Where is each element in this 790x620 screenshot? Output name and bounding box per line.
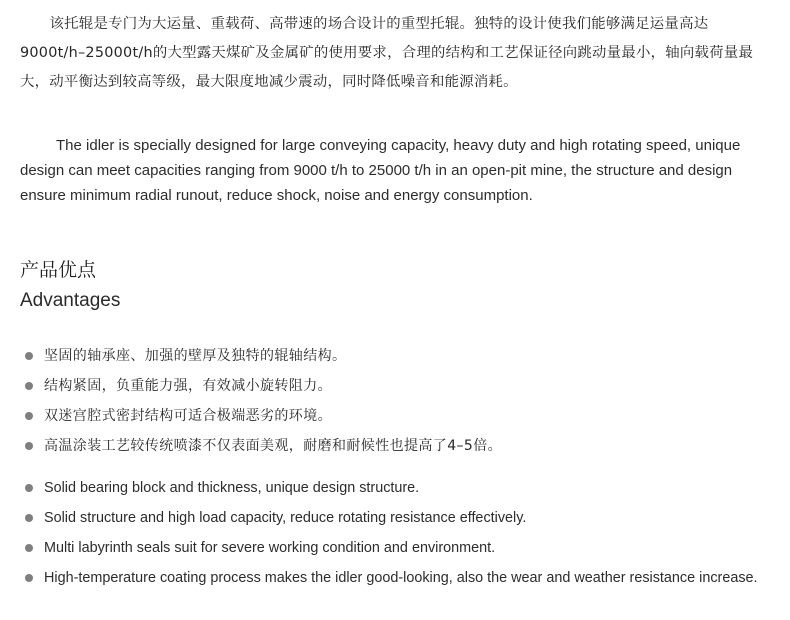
list-item	[0, 533, 790, 563]
list-item-text: 结构紧固，负重能力强，有效减小旋转阻力。	[44, 378, 332, 394]
bullet-dot-icon	[25, 484, 33, 492]
list-item-text: 高温涂装工艺较传统喷漆不仅表面美观，耐磨和耐候性也提高了4–5倍。	[44, 438, 503, 454]
advantages-list-en	[0, 473, 790, 593]
bullet-dot-icon	[25, 574, 33, 582]
list-item	[0, 401, 790, 431]
advantages-heading-cn: 产品优点	[20, 259, 97, 281]
advantages-list-cn	[0, 341, 790, 461]
list-item	[0, 431, 790, 461]
intro-paragraph-cn: 该托辊是专门为大运量、重载荷、高带速的场合设计的重型托辊。独特的设计使我们能够满足运量高达9000t/h–25000t/h的大型露天煤矿及金属矿的使用要求，合理的结构和工艺保证径向跳动量最小，轴向载荷量最大，动平衡达到较高等级，最大限度地减少震动，同时降低噪音和能源消耗。	[20, 16, 754, 90]
list-item	[0, 473, 790, 503]
list-item-text: 双迷宫腔式密封结构可适合极端恶劣的环境。	[44, 408, 332, 424]
bullet-dot-icon	[25, 442, 33, 450]
bullet-dot-icon	[25, 352, 33, 360]
list-item-text: High-temperature coating process makes the idler good-looking, also the wear and weather resistance increase.	[44, 570, 758, 586]
list-item-text: Solid bearing block and thickness, unique design structure.	[44, 480, 420, 496]
list-item-text: Solid structure and high load capacity, reduce rotating resistance effectively.	[44, 510, 527, 526]
advantages-heading-en: Advantages	[20, 290, 121, 311]
list-item-text: Multi labyrinth seals suit for severe working condition and environment.	[44, 540, 496, 556]
bullet-dot-icon	[25, 544, 33, 552]
bullet-dot-icon	[25, 382, 33, 390]
bullet-dot-icon	[25, 412, 33, 420]
list-item	[0, 341, 790, 371]
list-item	[0, 371, 790, 401]
list-item	[0, 503, 790, 533]
bullet-dot-icon	[25, 514, 33, 522]
list-item-text: 坚固的轴承座、加强的壁厚及独特的辊轴结构。	[44, 348, 347, 364]
list-item	[0, 563, 790, 593]
intro-paragraph-en: The idler is specially designed for large conveying capacity, heavy duty and high rotating speed, unique design can meet capacities ranging from 9000 t/h to 25000 t/h in an open-pit mine, the structure and design ensure minimum radial runout, reduce shock, noise and energy consumption.	[20, 137, 741, 204]
